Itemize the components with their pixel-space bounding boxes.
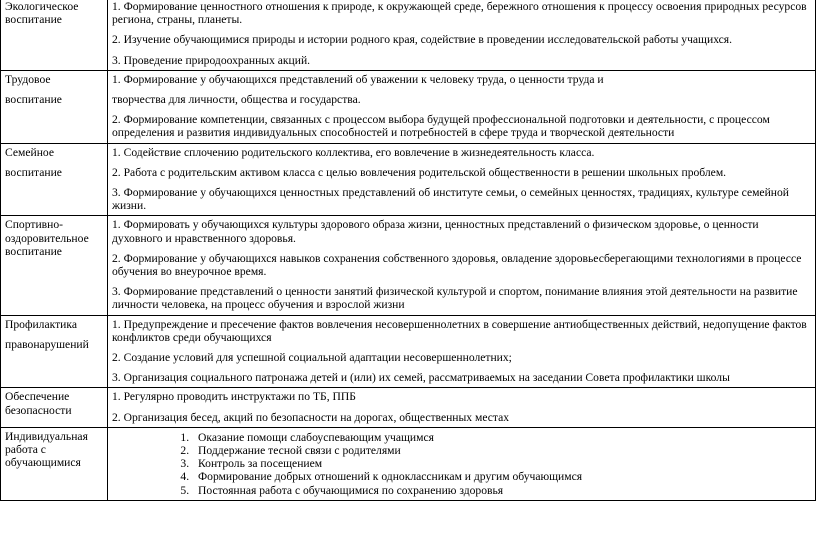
category-label: воспитание: [5, 165, 62, 179]
list-item: 3. Организация социального патронажа детей и (или) их семей, рассматриваемых на заседании Совета профилактики школы: [112, 371, 730, 385]
category-label: оздоровительное: [5, 231, 89, 245]
list-item: 2. Формирование у обучающихся навыков сохранения собственного здоровья, овладение здоровьесберегающими технологиями в процессе обучения во внеурочное время.: [112, 251, 802, 279]
category-label: безопасности: [5, 403, 72, 417]
table-row: [1, 143, 816, 216]
list-item: 5. Постоянная работа с обучающимися по сохранению здоровья: [192, 484, 812, 497]
category-cell: [1, 216, 108, 315]
numbered-list: [112, 431, 812, 497]
category-label: воспитание: [5, 244, 62, 258]
category-label: Индивидуальная: [5, 429, 88, 443]
list-item: 3. Контроль за посещением: [192, 457, 812, 470]
table-row: [1, 70, 816, 143]
category-label: воспитание: [5, 93, 62, 107]
list-item: 2. Изучение обучающимися природы и истории родного края, содействие в проведении исследовательской работы учащихся.: [112, 33, 733, 47]
category-cell: [1, 427, 108, 500]
content-cell: [108, 70, 816, 143]
list-item: 1. Предупреждение и пресечение фактов вовлечения несовершеннолетних в совершение антиобщественных действий, недопущение фактов конфликтов среди обучающихся: [112, 317, 807, 344]
list-item: 1. Формирование у обучающихся представлений об уважении к человеку труда, о ценности труда и: [112, 72, 604, 86]
category-cell: [1, 388, 108, 427]
list-item: 1. Регулярно проводить инструктажи по ТБ, ППБ: [112, 390, 356, 404]
category-cell: [1, 0, 108, 70]
category-cell: [1, 70, 108, 143]
list-item: 1. Оказание помощи слабоуспевающим учащимся: [192, 431, 812, 444]
list-item: 4. Формирование добрых отношений к одноклассникам и другим обучающимся: [192, 470, 812, 483]
content-cell: [108, 216, 816, 315]
category-cell: [1, 315, 108, 388]
table-row: [1, 0, 816, 70]
list-item: 3. Формирование у обучающихся ценностных представлений об институте семьи, о семейных ценностях, традициях, культуре семейной жизни.: [112, 186, 789, 213]
content-cell: [108, 0, 816, 70]
list-item: 1. Содействие сплочению родительского коллектива, его вовлечение в жизнедеятельность класса.: [112, 145, 595, 159]
category-label: Экологическое: [5, 0, 79, 13]
list-item: 2. Создание условий для успешной социальной адаптации несовершеннолетних;: [112, 351, 512, 365]
category-label: Обеспечение: [5, 390, 70, 404]
category-label: работа с: [5, 443, 46, 457]
category-label: воспитание: [5, 13, 62, 27]
table-row: [1, 216, 816, 315]
table-row: [1, 427, 816, 500]
list-item: 2. Формирование компетенции, связанных с процессом выбора будущей профессиональной подготовки и деятельности, с процессом определения и развития индивидуальных способностей и потребностей в сфере труда и творческой деятельности: [112, 113, 770, 140]
list-item: 3. Формирование представлений о ценности занятий физической культурой и спортом, понимание влияния этой деятельности на развитие личности человека, на процесс обучения и взрослой жизни: [112, 285, 798, 312]
table-row: [1, 315, 816, 388]
category-label: Трудовое: [5, 72, 51, 86]
content-cell: [108, 315, 816, 388]
list-item: творчества для личности, общества и государства.: [112, 93, 361, 107]
content-cell: [108, 143, 816, 216]
list-item: 2. Работа с родительским активом класса с целью вовлечения родительской общественности в решении школьных проблем.: [112, 165, 727, 179]
category-label: Спортивно-: [5, 218, 63, 232]
category-cell: [1, 143, 108, 216]
category-label: Семейное: [5, 145, 54, 159]
content-cell: [108, 427, 816, 500]
category-label: Профилактика: [5, 317, 77, 331]
list-item: 2. Поддержание тесной связи с родителями: [192, 444, 812, 457]
list-item: 2. Организация бесед, акций по безопасности на дорогах, общественных местах: [112, 410, 510, 424]
category-label: правонарушений: [5, 337, 89, 351]
category-label: обучающимися: [5, 456, 81, 470]
list-item: 1. Формировать у обучающихся культуры здорового образа жизни, ценностных представлений о физическом здоровье, о ценности духовного и нравственного здоровья.: [112, 218, 759, 245]
content-cell: [108, 388, 816, 427]
list-item: 1. Формирование ценностного отношения к природе, к окружающей среде, бережного отношения к процессу освоения природных ресурсов региона, страны, планеты.: [112, 0, 807, 27]
list-item: 3. Проведение природоохранных акций.: [112, 53, 311, 67]
table-row: [1, 388, 816, 427]
